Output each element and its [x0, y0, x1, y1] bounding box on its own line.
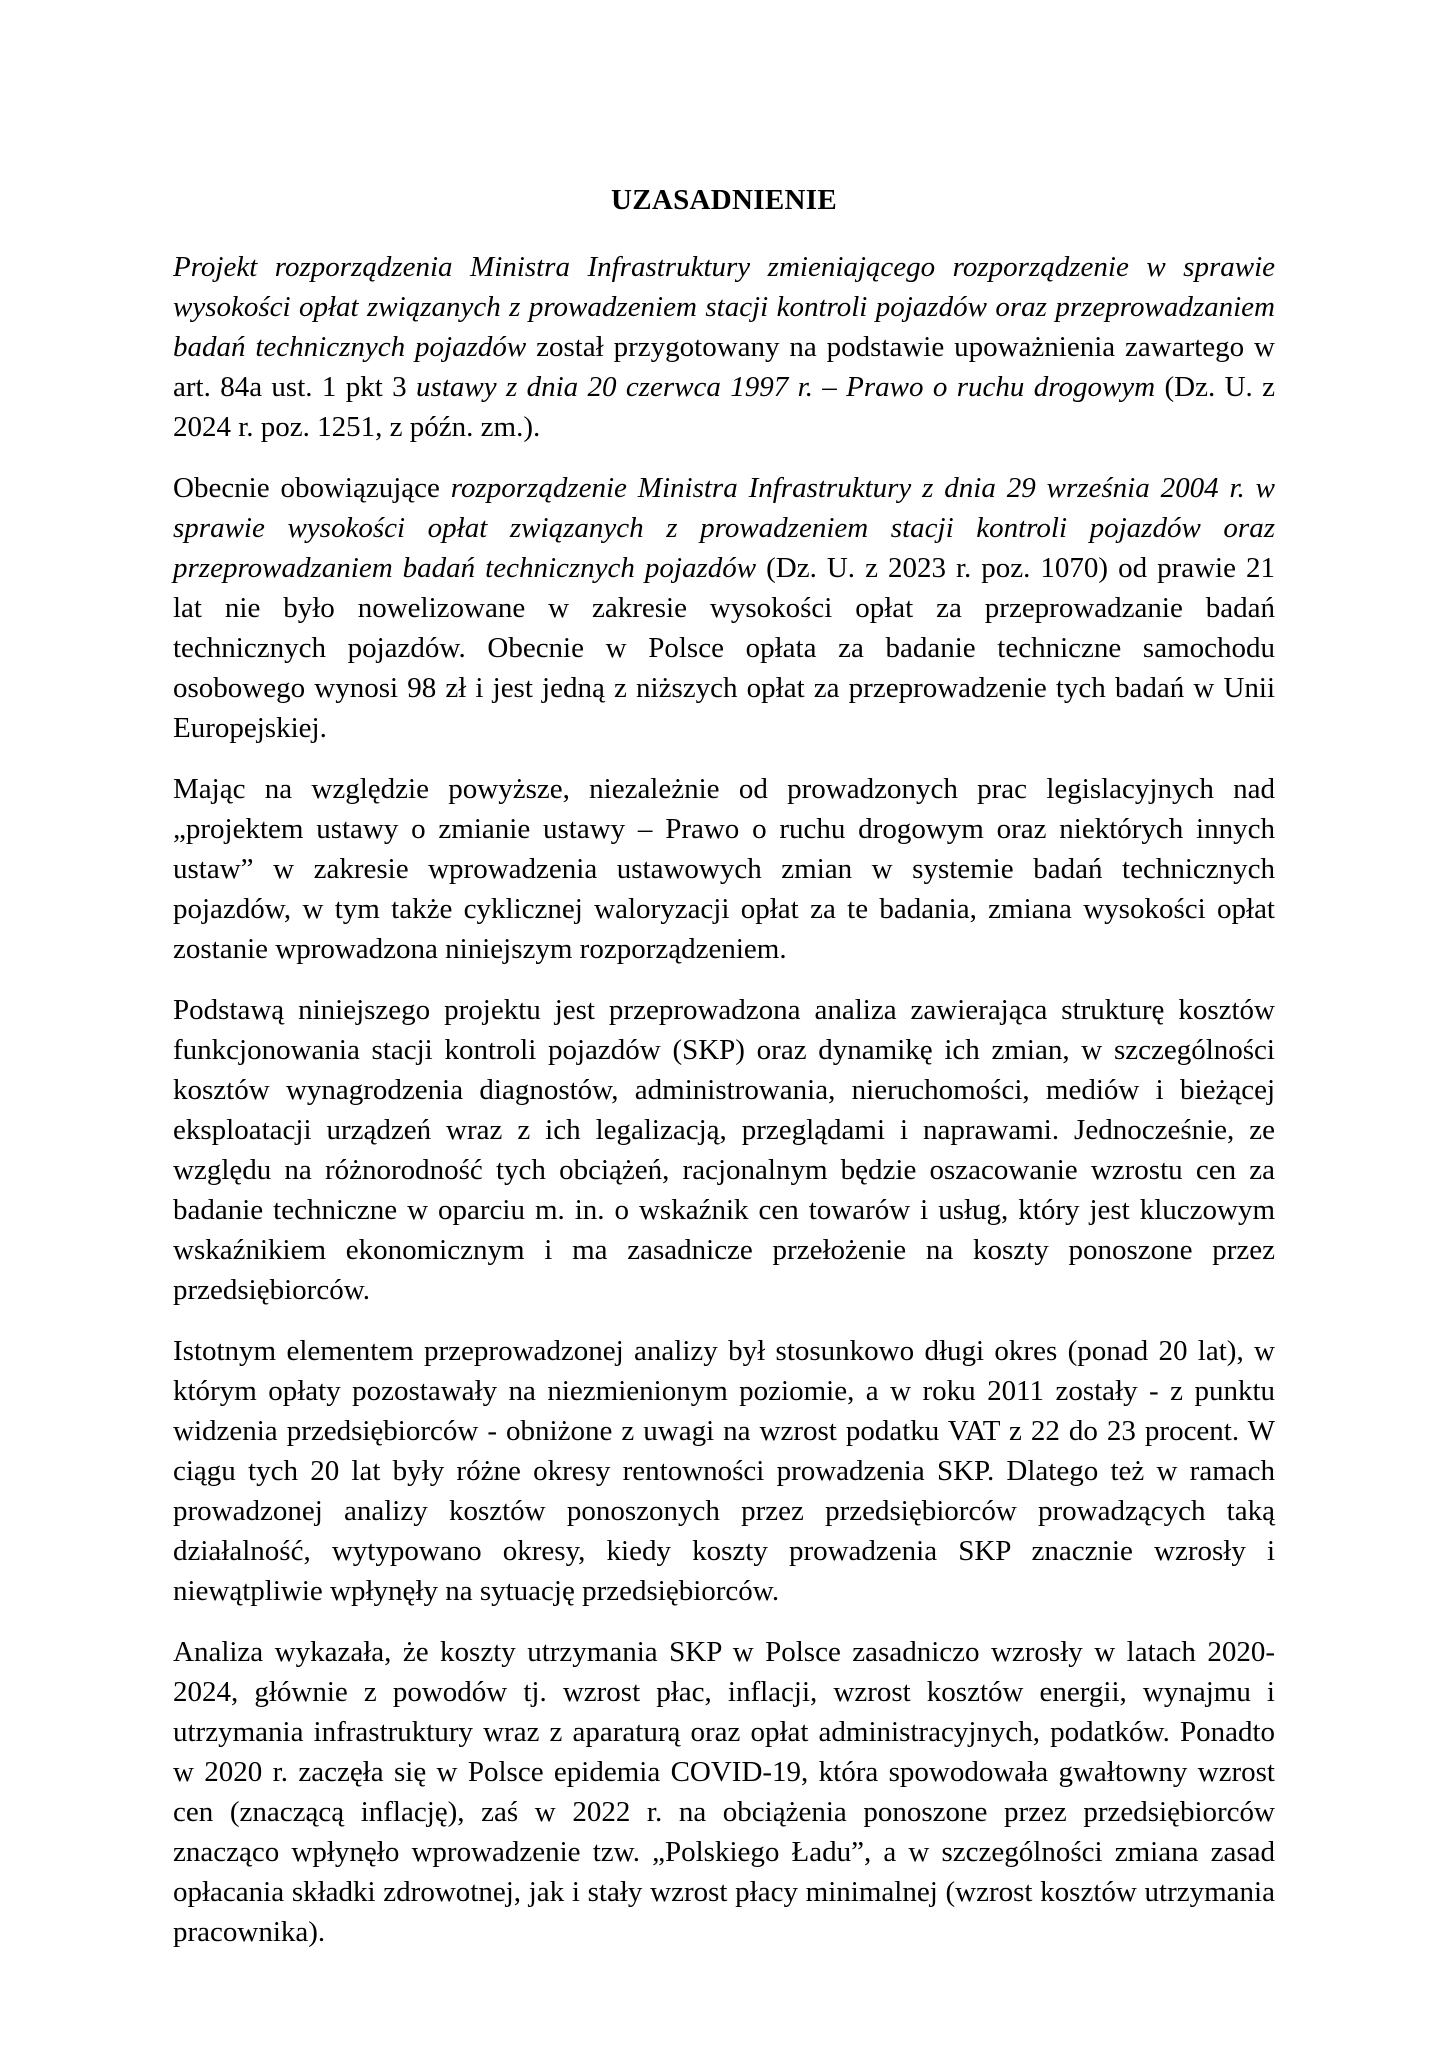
text-run: Obecnie obowiązujące: [173, 472, 451, 504]
text-run: Mając na względzie powyższe, niezależnie od prowadzonych prac legislacyjnych nad „projektem ustawy o zmianie ustawy – Prawo o ruchu drogowym oraz niektórych innych ustaw” w zakresie wprowadzenia ustawowych zmian w systemie badań technicznych pojazdów, w tym także cyklicznej waloryzacji opłat za te badania, zmiana wysokości opłat zostanie wprowadzona niniejszym rozporządzeniem.: [173, 773, 1275, 965]
text-run-italic: rozporządzenie Ministra Infrastruktury z dnia 29 września 2004 r. w sprawie wysokości opłat związanych z prowadzeniem stacji kontroli pojazdów oraz przeprowadzaniem badań technicznych pojazdów: [173, 472, 1276, 584]
text-run: Istotnym elementem przeprowadzonej analizy był stosunkowo długi okres (ponad 20 lat), w którym opłaty pozostawały na niezmienionym poziomie, a w roku 2011 zostały - z punktu widzenia przedsiębiorców - obniżone z uwagi na wzrost podatku VAT z 22 do 23 procent. W ciągu tych 20 lat były różne okresy rentowności prowadzenia SKP. Dlatego też w ramach prowadzonej analizy kosztów ponoszonych przez przedsiębiorców prowadzących taką działalność, wytypowano okresy, kiedy koszty prowadzenia SKP znacznie wzrosły i niewątpliwie wpłynęły na sytuację przedsiębiorców.: [173, 1335, 1275, 1607]
paragraph: [173, 990, 1275, 1310]
text-run-italic: ustawy z dnia 20 czerwca 1997 r. – Prawo o ruchu drogowym: [416, 371, 1156, 403]
text-run: Analiza wykazała, że koszty utrzymania SKP w Polsce zasadniczo wzrosły w latach 2020-2024, głównie z powodów tj. wzrost płac, inflacji, wzrost kosztów energii, wynajmu i utrzymania infrastruktury wraz z aparaturą oraz opłat administracyjnych, podatków. Ponadto w 2020 r. zaczęła się w Polsce epidemia COVID-19, która spowodowała gwałtowny wzrost cen (znaczącą inflację), zaś w 2022 r. na obciążenia ponoszone przez przedsiębiorców znacząco wpłynęło wprowadzenie tzw. „Polskiego Ładu”, a w szczególności zmiana zasad opłacania składki zdrowotnej, jak i stały wzrost płacy minimalnej (wzrost kosztów utrzymania pracownika).: [173, 1636, 1275, 1948]
document-body: [173, 247, 1275, 1952]
paragraph: [173, 769, 1275, 969]
text-run-italic: Projekt rozporządzenia Ministra Infrastruktury zmieniającego rozporządzenie w sprawie wysokości opłat związanych z prowadzeniem stacji kontroli pojazdów oraz przeprowadzaniem badań technicznych pojazdów: [173, 251, 1275, 363]
paragraph: [173, 468, 1275, 748]
text-run: (Dz. U. z 2023 r. poz. 1070) od prawie 21 lat nie było nowelizowane w zakresie wysokości opłat za przeprowadzanie badań technicznych pojazdów. Obecnie w Polsce opłata za badanie techniczne samochodu osobowego wynosi 98 zł i jest jedną z niższych opłat za przeprowadzenie tych badań w Unii Europejskiej.: [173, 552, 1275, 744]
paragraph: [173, 247, 1275, 447]
text-run: został przygotowany na podstawie upoważnienia zawartego w art. 84a ust. 1 pkt 3: [173, 331, 1275, 403]
paragraph: [173, 1632, 1275, 1952]
paragraph: [173, 1331, 1275, 1611]
text-run: (Dz. U. z 2024 r. poz. 1251, z późn. zm.).: [173, 371, 1275, 443]
document-title: UZASADNIENIE: [611, 184, 837, 216]
text-run: Podstawą niniejszego projektu jest przeprowadzona analiza zawierająca strukturę kosztów funkcjonowania stacji kontroli pojazdów (SKP) oraz dynamikę ich zmian, w szczególności kosztów wynagrodzenia diagnostów, administrowania, nieruchomości, mediów i bieżącej eksploatacji urządzeń wraz z ich legalizacją, przeglądami i naprawami. Jednocześnie, ze względu na różnorodność tych obciążeń, racjonalnym będzie oszacowanie wzrostu cen za badanie techniczne w oparciu m. in. o wskaźnik cen towarów i usług, który jest kluczowym wskaźnikiem ekonomicznym i ma zasadnicze przełożenie na koszty ponoszone przez przedsiębiorców.: [173, 994, 1275, 1306]
